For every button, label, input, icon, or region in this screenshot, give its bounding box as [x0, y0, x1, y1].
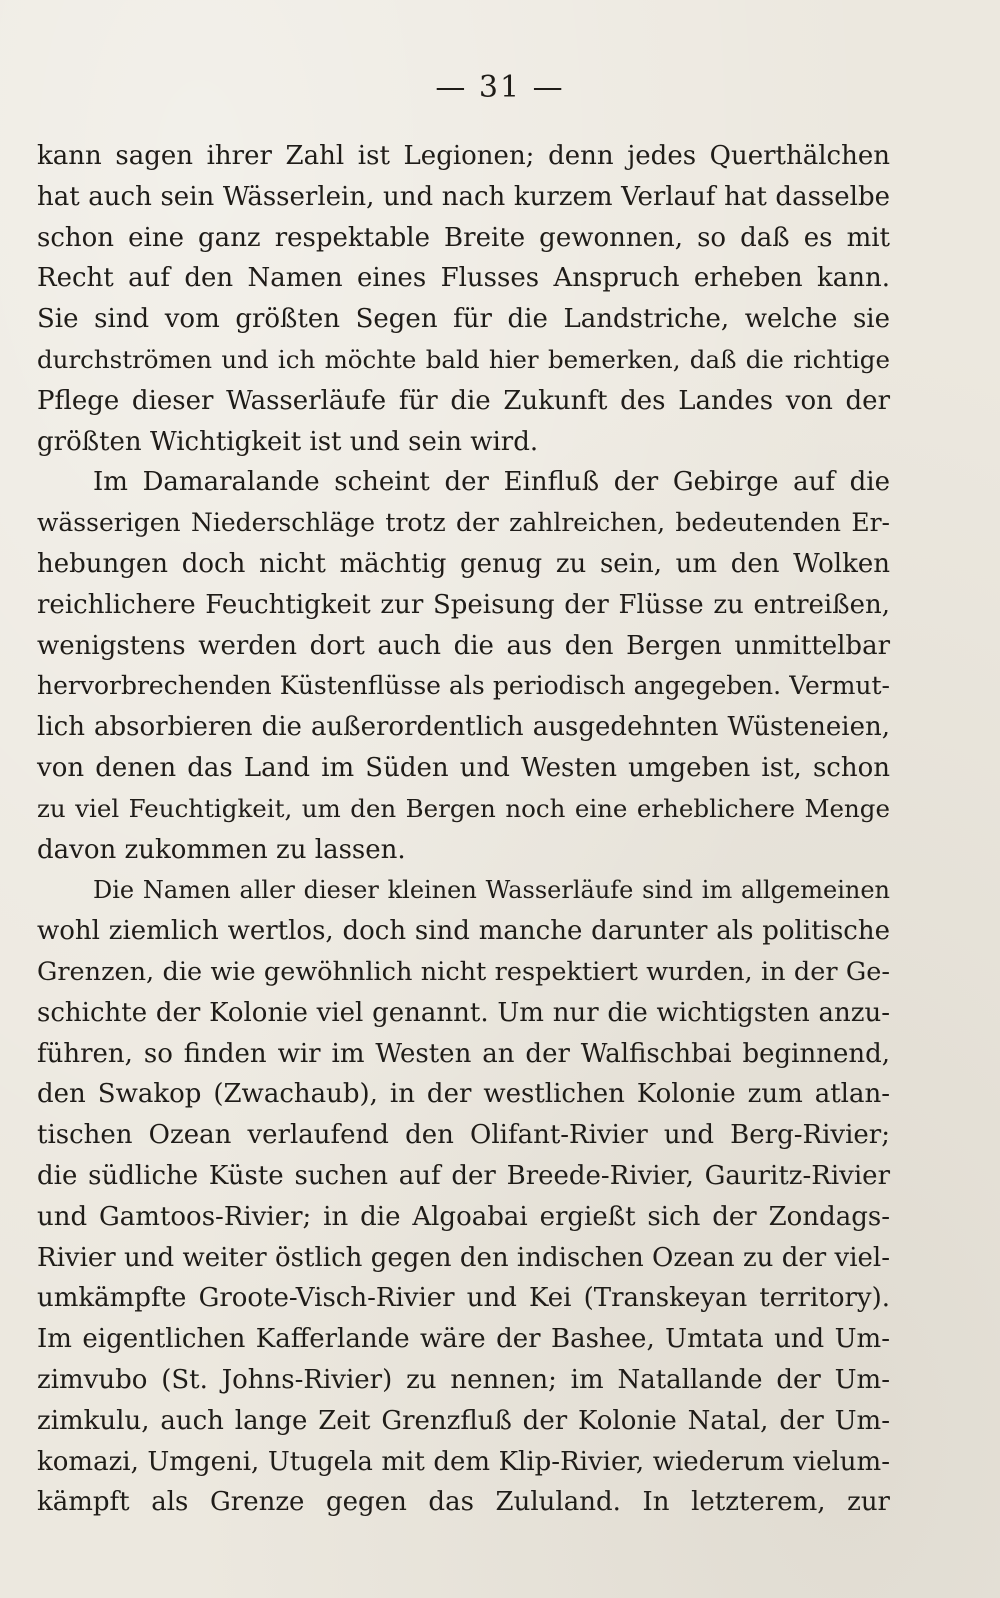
page-number: — 31 — [435, 70, 565, 105]
text-line: führen, so finden wir im Westen an der Walfischbai beginnend, [37, 1038, 890, 1069]
text-line: durchströmen und ich möchte bald hier bemerken, daß die richtige [37, 344, 890, 374]
text-line: tischen Ozean verlaufend den Olifant-Rivier und Berg-Rivier; [37, 1120, 890, 1151]
text-line: Recht auf den Namen eines Flusses Anspruch erheben kann. [37, 263, 890, 294]
text-line: zimkulu, auch lange Zeit Grenzfluß der Kolonie Natal, der Um- [37, 1405, 890, 1436]
text-line: Im Damaralande scheint der Einfluß der Gebirge auf die [93, 467, 890, 498]
text-line: Sie sind vom größten Segen für die Landstriche, welche sie [37, 304, 890, 335]
text-line: wohl ziemlich wertlos, doch sind manche darunter als politische [37, 916, 890, 947]
text-line: die südliche Küste suchen auf der Breede-Rivier, Gauritz-Rivier [37, 1160, 890, 1191]
text-line: wenigstens werden dort auch die aus den Bergen unmittelbar [37, 630, 890, 661]
text-line: Rivier und weiter östlich gegen den indischen Ozean zu der viel- [37, 1242, 890, 1273]
text-line: davon zukommen zu lassen. [37, 834, 406, 865]
text-line: Pflege dieser Wasserläufe für die Zukunft des Landes von der [37, 385, 890, 416]
text-line: kämpft als Grenze gegen das Zululand. In letzterem, zur [37, 1487, 890, 1518]
text-line: zu viel Feuchtigkeit, um den Bergen noch eine erheblichere Menge [37, 793, 890, 823]
text-line: lich absorbieren die außerordentlich ausgedehnten Wüsteneien, [37, 712, 890, 743]
text-line: reichlichere Feuchtigkeit zur Speisung der Flüsse zu entreißen, [37, 589, 890, 620]
text-line: Die Namen aller dieser kleinen Wasserläufe sind im allgemeinen [93, 876, 890, 905]
text-line: schon eine ganz respektable Breite gewonnen, so daß es mit [37, 222, 890, 253]
text-line: den Swakop (Zwachaub), in der westlichen Kolonie zum atlan- [37, 1079, 890, 1110]
text-line: hat auch sein Wässerlein, und nach kurzem Verlauf hat dasselbe [37, 181, 890, 212]
text-line: zimvubo (St. Johns-Rivier) zu nennen; im Natallande der Um- [37, 1364, 890, 1395]
paragraph-2 [37, 462, 890, 870]
text-line: und Gamtoos-Rivier; in die Algoabai ergießt sich der Zondags- [37, 1201, 890, 1232]
text-line: umkämpfte Groote-Visch-Rivier und Kei (Transkeyan territory). [37, 1283, 890, 1314]
paragraph-1 [37, 136, 890, 462]
text-line: Im eigentlichen Kafferlande wäre der Bashee, Umtata und Um- [37, 1324, 890, 1355]
body-text [37, 136, 890, 1523]
text-line: komazi, Umgeni, Utugela mit dem Klip-Rivier, wiederum vielum- [37, 1446, 890, 1477]
text-line: Grenzen, die wie gewöhnlich nicht respektiert wurden, in der Ge- [37, 956, 890, 987]
text-line: hebungen doch nicht mächtig genug zu sein, um den Wolken [37, 548, 890, 579]
text-line: schichte der Kolonie viel genannt. Um nur die wichtigsten anzu- [37, 997, 890, 1028]
text-line: kann sagen ihrer Zahl ist Legionen; denn jedes Querthälchen [37, 141, 890, 171]
text-line: von denen das Land im Süden und Westen umgeben ist, schon [37, 752, 890, 783]
text-line: wässerigen Niederschläge trotz der zahlreichen, bedeutenden Er- [37, 508, 890, 538]
text-line: hervorbrechenden Küstenflüsse als periodisch angegeben. Vermut- [37, 671, 890, 701]
paragraph-3 [37, 870, 890, 1523]
text-line: größten Wichtigkeit ist und sein wird. [37, 426, 539, 457]
